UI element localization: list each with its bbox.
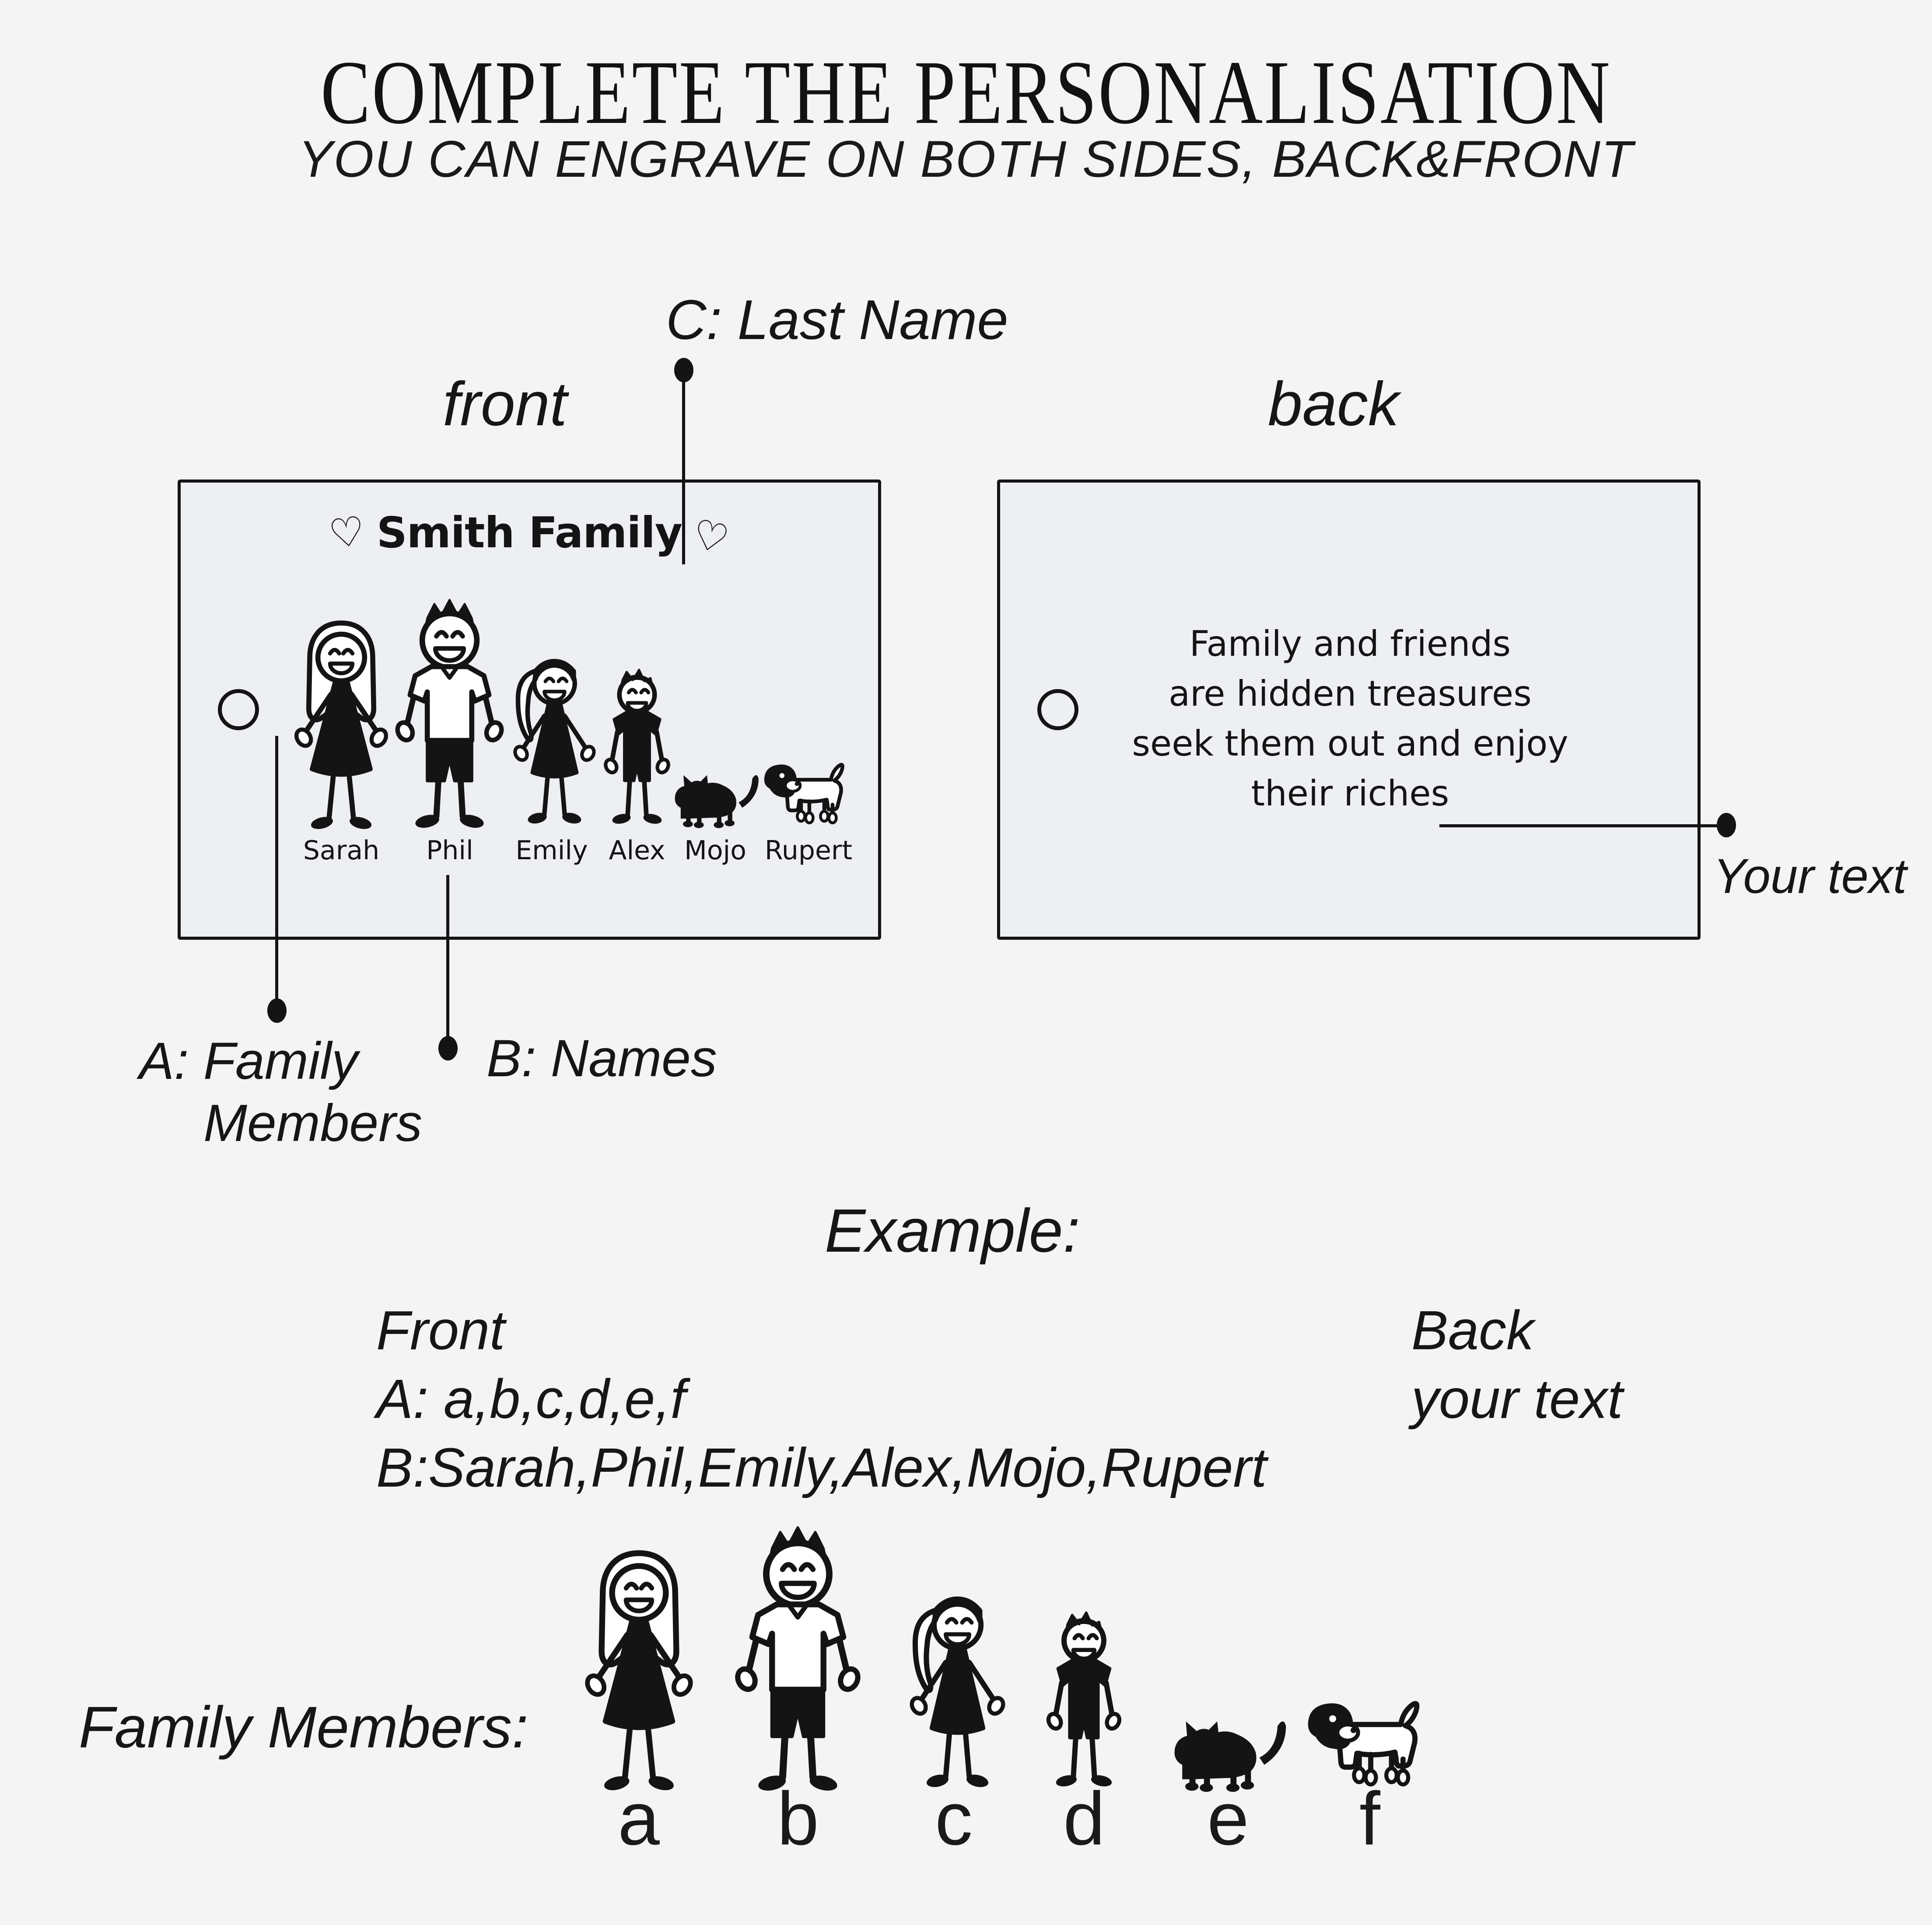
connector-dot-last-name [674, 358, 693, 382]
connector-line-family-members [275, 736, 278, 1008]
legend-letter: a [618, 1777, 660, 1861]
quote-line: their riches [1251, 773, 1449, 814]
legend-letter: f [1359, 1777, 1380, 1861]
quote-line: seek them out and enjoy [1132, 723, 1568, 764]
connector-line-last-name [682, 379, 685, 564]
connector-dot-your-text [1717, 813, 1736, 837]
connector-line-your-text [1439, 824, 1727, 827]
family-members-callout-label-line2: Members [203, 1094, 423, 1152]
cat-figure-icon [670, 766, 760, 830]
member-name: Alex [609, 835, 665, 866]
member-name: Rupert [764, 835, 853, 866]
connector-dot-family-members [267, 998, 287, 1023]
legend-letter: c [935, 1777, 973, 1861]
front-tag-title [181, 507, 878, 564]
connector-dot-names [438, 1036, 458, 1060]
example-front-line-a: A: a,b,c,d,e,f [376, 1368, 686, 1430]
family-members-legend-label: Family Members: [79, 1695, 528, 1760]
front-tag [178, 480, 881, 940]
page-subtitle: YOU CAN ENGRAVE ON BOTH SIDES, BACK&FRONT [298, 130, 1634, 188]
example-heading: Example: [825, 1196, 1080, 1265]
names-callout-label: B: Names [486, 1029, 717, 1088]
member-name: Phil [426, 835, 473, 866]
back-side-label: back [1268, 369, 1399, 439]
quote-line: are hidden treasures [1169, 673, 1532, 714]
example-front-column [376, 1296, 1267, 1502]
heart-icon: ♡ [687, 509, 734, 564]
mom-figure-icon [290, 617, 392, 832]
mom-figure-icon [581, 1546, 697, 1794]
member-name: Mojo [684, 835, 746, 866]
member-name: Sarah [303, 835, 380, 866]
family-members-callout-label: A: Family [139, 1032, 358, 1090]
boy-figure-icon [1036, 1604, 1132, 1794]
your-text-callout-label: Your text [1713, 849, 1907, 903]
dog-figure-icon [760, 758, 858, 830]
example-front-title: Front [376, 1299, 505, 1361]
member-name: Emily [515, 835, 588, 866]
example-front-line-b: B:Sarah,Phil,Emily,Alex,Mojo,Rupert [376, 1437, 1267, 1498]
dad-figure-icon [393, 596, 506, 830]
quote-line: Family and friends [1189, 623, 1511, 664]
heart-icon: ♡ [326, 507, 368, 558]
example-back-title: Back [1411, 1299, 1534, 1361]
dad-figure-icon [732, 1522, 863, 1794]
legend-letter: b [777, 1777, 819, 1861]
connector-line-names [446, 875, 449, 1046]
example-back-column [1411, 1296, 1623, 1433]
legend-letter: e [1207, 1777, 1249, 1861]
page-title: COMPLETE THE PERSONALISATION [320, 42, 1612, 143]
family-name-text: Smith Family [376, 508, 682, 557]
front-side-label: front [443, 369, 567, 439]
tag-hole [218, 689, 259, 730]
girl-figure-icon [900, 1585, 1008, 1794]
back-tag-quote [1040, 619, 1661, 819]
back-tag [997, 480, 1701, 940]
example-back-line: your text [1411, 1368, 1623, 1430]
girl-figure-icon [505, 649, 598, 830]
last-name-callout-label: C: Last Name [666, 289, 1008, 351]
legend-letter: d [1063, 1777, 1105, 1861]
boy-figure-icon [595, 662, 679, 830]
